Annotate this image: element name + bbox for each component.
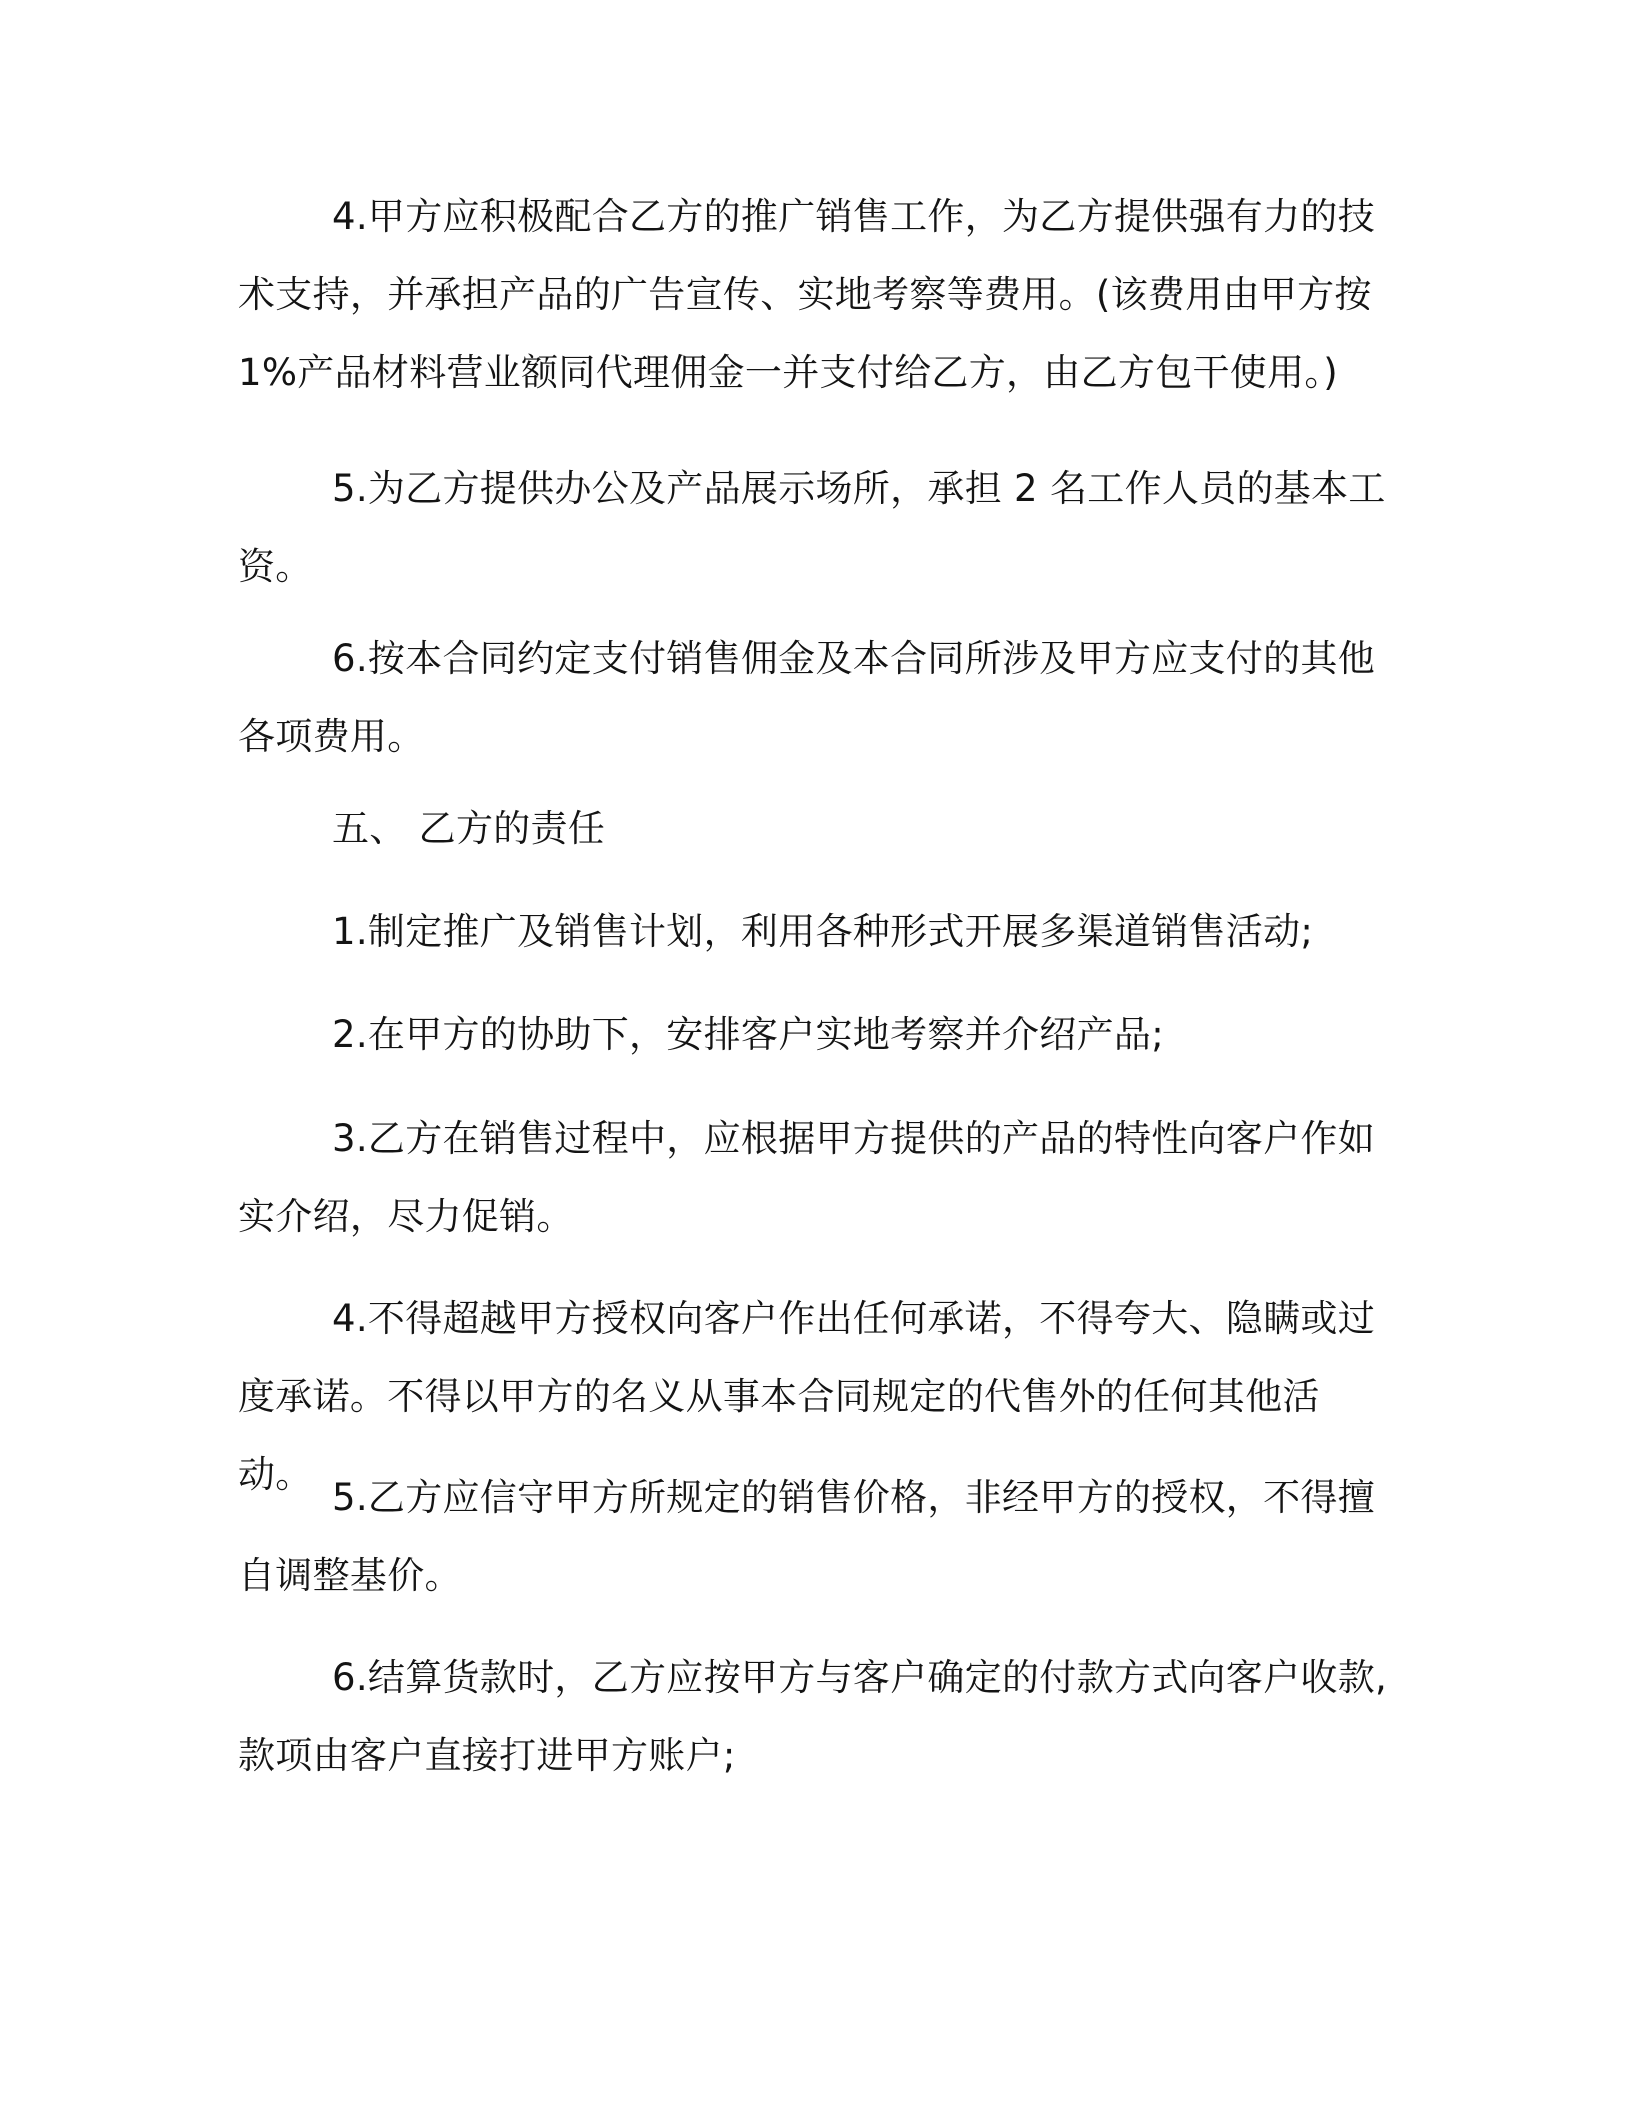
paragraph-party-b-1: 1.制定推广及销售计划，利用各种形式开展多渠道销售活动; [332,910,1314,953]
paragraph-party-a-6: 6.按本合同约定支付销售佣金及本合同所涉及甲方应支付的其他各项费用。 [238,637,1375,758]
paragraph-party-b-6: 6.结算货款时，乙方应按甲方与客户确定的付款方式向客户收款,款项由客户直接打进甲方账户; [238,1656,1388,1777]
paragraph-party-b-5: 5.乙方应信守甲方所规定的销售价格，非经甲方的授权，不得擅自调整基价。 [238,1476,1375,1597]
paragraph-party-b-2: 2.在甲方的协助下，安排客户实地考察并介绍产品; [332,1013,1164,1056]
paragraph-party-b-3: 3.乙方在销售过程中，应根据甲方提供的产品的特性向客户作如实介绍，尽力促销。 [238,1117,1375,1238]
section-heading: 五、 乙方的责任 [332,807,606,850]
paragraph-party-a-4: 4.甲方应积极配合乙方的推广销售工作，为乙方提供强有力的技术支持，并承担产品的广告宣传、实地考察等费用。(该费用由甲方按1%产品材料营业额同代理佣金一并支付给乙方，由乙方包干使用。) [238,195,1375,394]
paragraph-party-b-4: 4.不得超越甲方授权向客户作出任何承诺，不得夸大、隐瞒或过度承诺。不得以甲方的名义从事本合同规定的代售外的任何其他活动。 [238,1297,1375,1496]
paragraph-party-a-5: 5.为乙方提供办公及产品展示场所，承担 2 名工作人员的基本工资。 [238,467,1386,588]
